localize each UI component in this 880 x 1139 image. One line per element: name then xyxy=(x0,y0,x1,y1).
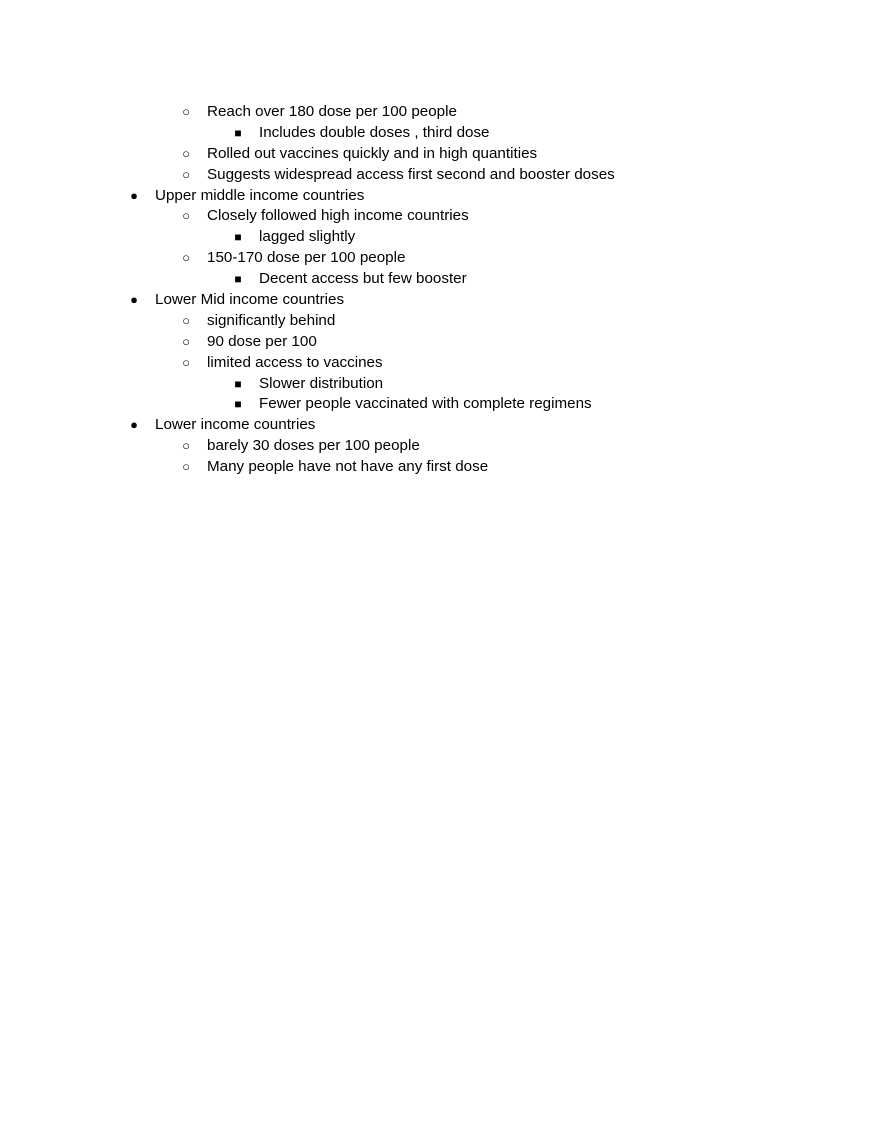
hollow-circle-bullet-icon: ○ xyxy=(182,312,190,328)
list-item-text: Upper middle income countries xyxy=(155,186,365,204)
list-item-text: Reach over 180 dose per 100 people xyxy=(207,103,457,120)
list-item xyxy=(0,290,880,311)
hollow-circle-bullet-icon: ○ xyxy=(182,145,190,161)
list-item xyxy=(0,332,880,353)
list-item xyxy=(0,165,880,186)
list-item-text: significantly behind xyxy=(207,311,336,329)
hollow-circle-bullet-icon: ○ xyxy=(182,208,190,224)
list-item xyxy=(0,248,880,269)
square-bullet-icon: ■ xyxy=(234,230,242,245)
list-item-text: Fewer people vaccinated with complete regimens xyxy=(259,395,592,413)
filled-circle-bullet-icon: ● xyxy=(130,292,138,308)
hollow-circle-bullet-icon: ○ xyxy=(182,250,190,266)
list-item-text: Suggests widespread access first second and booster doses xyxy=(207,165,615,183)
list-item-text: Decent access but few booster xyxy=(259,270,467,288)
square-bullet-icon: ■ xyxy=(234,272,242,287)
list-item-text: 150-170 dose per 100 people xyxy=(207,249,406,267)
list-item-text: Closely followed high income countries xyxy=(207,207,469,225)
hollow-circle-bullet-icon: ○ xyxy=(182,459,190,475)
list-item xyxy=(0,206,880,227)
list-item-text: Includes double doses , third dose xyxy=(259,123,490,141)
list-item-text: Lower Mid income countries xyxy=(155,291,345,309)
list-item-text: Many people have not have any first dose xyxy=(207,458,489,476)
list-item xyxy=(0,186,880,207)
hollow-circle-bullet-icon: ○ xyxy=(182,438,190,454)
square-bullet-icon: ■ xyxy=(234,125,242,140)
list-item xyxy=(0,227,880,248)
list-item xyxy=(0,394,880,415)
hollow-circle-bullet-icon: ○ xyxy=(182,166,190,182)
list-item xyxy=(0,457,880,478)
list-item xyxy=(0,436,880,457)
list-item-text: lagged slightly xyxy=(259,228,356,246)
hollow-circle-bullet-icon: ○ xyxy=(182,104,190,119)
list-item xyxy=(0,102,880,123)
list-item-text: Lower income countries xyxy=(155,416,316,434)
list-item-text: 90 dose per 100 xyxy=(207,332,317,350)
list-item-text: barely 30 doses per 100 people xyxy=(207,437,420,455)
square-bullet-icon: ■ xyxy=(234,397,242,412)
list-item xyxy=(0,123,880,144)
bullet-list xyxy=(0,102,880,478)
list-item xyxy=(0,415,880,436)
list-item xyxy=(0,353,880,374)
list-item-text: Slower distribution xyxy=(259,374,384,392)
list-item xyxy=(0,311,880,332)
filled-circle-bullet-icon: ● xyxy=(130,417,138,433)
hollow-circle-bullet-icon: ○ xyxy=(182,354,190,370)
list-item-text: Rolled out vaccines quickly and in high quantities xyxy=(207,144,538,162)
list-item-text: limited access to vaccines xyxy=(207,353,383,371)
square-bullet-icon: ■ xyxy=(234,376,242,391)
list-item xyxy=(0,374,880,395)
list-item xyxy=(0,269,880,290)
list-item xyxy=(0,144,880,165)
hollow-circle-bullet-icon: ○ xyxy=(182,333,190,349)
filled-circle-bullet-icon: ● xyxy=(130,187,138,203)
